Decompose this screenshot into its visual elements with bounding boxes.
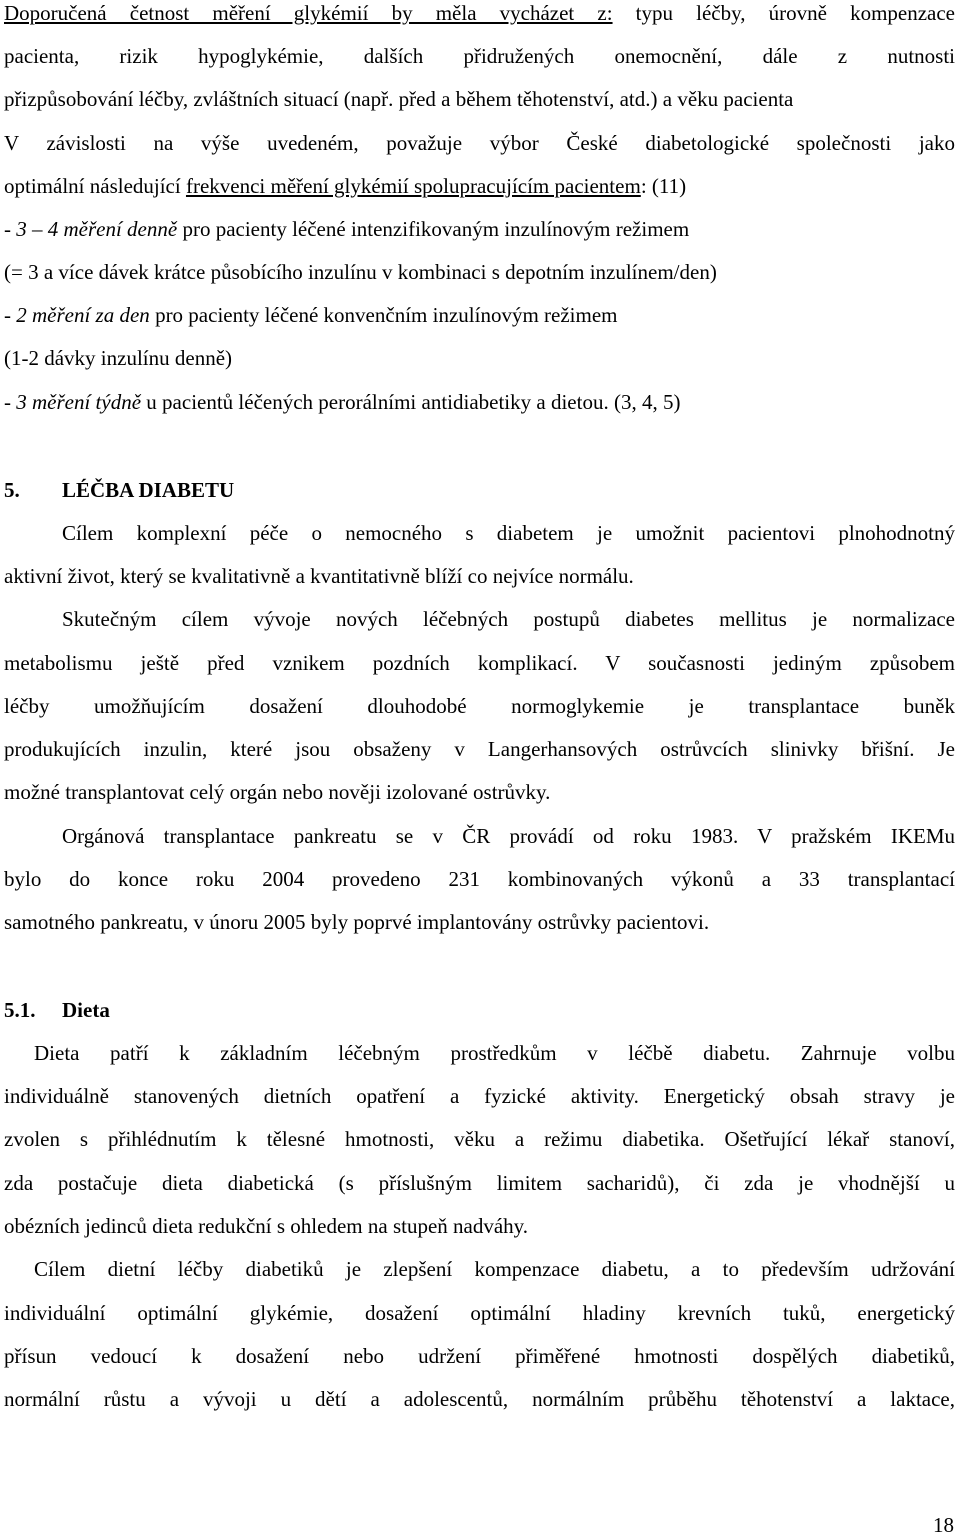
intro-line-5 [4, 173, 955, 199]
s51-p1-line-4: zda postačuje dieta diabetická (s příslušným limitem sacharidů), či zda je vhodnější u [4, 1171, 955, 1195]
section-5-number: 5. [4, 478, 20, 502]
s51-p1-line-3: zvolen s přihlédnutím k tělesné hmotnosti, věku a režimu diabetika. Ošetřující lékař stanoví, [4, 1127, 955, 1151]
intro-line-3: přizpůsobování léčby, zvláštních situací (např. před a během těhotenství, atd.) a věku pacienta [4, 87, 794, 111]
intro-line-8-rest: pro pacienty léčené konvenčním inzulínovým režimem [149, 303, 618, 327]
intro-line-2: pacienta, rizik hypoglykémie, dalších přidružených onemocnění, dále z nutnosti [4, 44, 955, 68]
intro-line-6 [4, 216, 955, 242]
intro-line-5-a: optimální následující [4, 174, 186, 198]
s5-p2-line-4: produkujících inzulin, které jsou obsaženy v Langerhansových ostrůvcích slinivky břišní. Je [4, 737, 955, 761]
page-number: 18 [933, 1513, 954, 1537]
section-5-title: LÉČBA DIABETU [62, 478, 235, 502]
s5-p2-line-1: Skutečným cílem vývoje nových léčebných postupů diabetes mellitus je normalizace [62, 607, 955, 631]
section-5-1-title: Dieta [62, 998, 110, 1022]
s51-p2-line-4: normální růstu a vývoji u dětí a adolescentů, normálním průběhu těhotenství a laktace, [4, 1387, 955, 1411]
intro-line-1-rest: typu léčby, úrovně kompenzace [612, 1, 956, 25]
intro-line-6-rest: pro pacienty léčené intenzifikovaným inzulínovým režimem [177, 217, 690, 241]
s51-p1-line-5: obézních jedinců dieta redukční s ohledem na stupeň nadváhy. [4, 1214, 529, 1238]
intro-underlined-heading: Doporučená četnost měření glykémií by měla vycházet z: [4, 1, 613, 25]
intro-line-1 [4, 0, 955, 26]
s5-p2-line-5: možné transplantovat celý orgán nebo nověji izolované ostrůvky. [4, 780, 551, 804]
s51-p1-line-2: individuálně stanovených dietních opatření a fyzické aktivity. Energetický obsah stravy je [4, 1084, 955, 1108]
s5-p2-line-2: metabolismu ještě před vznikem pozdních komplikací. V současnosti jediným způsobem [4, 651, 955, 675]
intro-line-4: V závislosti na výše uvedeném, považuje výbor České diabetologické společnosti jako [4, 131, 955, 155]
intro-line-10 [4, 389, 955, 415]
intro-line-7: (= 3 a více dávek krátce působícího inzulínu v kombinaci s depotním inzulínem/den) [4, 260, 717, 284]
s5-p1-line-1: Cílem komplexní péče o nemocného s diabetem je umožnit pacientovi plnohodnotný [62, 521, 955, 545]
intro-line-8 [4, 302, 955, 328]
s51-p1-line-1: Dieta patří k základním léčebným prostředkům v léčbě diabetu. Zahrnuje volbu [34, 1041, 955, 1065]
intro-underlined-phrase: frekvenci měření glykémií spolupracujícím pacientem [185, 174, 641, 198]
s5-p1-line-2: aktivní život, který se kvalitativně a kvantitativně blíží co nejvíce normálu. [4, 564, 634, 588]
frequency-italic-3: - 3 měření týdně [4, 390, 142, 414]
s51-p2-line-2: individuální optimální glykémie, dosažení optimální hladiny krevních tuků, energetický [4, 1301, 955, 1325]
s5-p3-line-3: samotného pankreatu, v únoru 2005 byly poprvé implantovány ostrůvky pacientovi. [4, 910, 710, 934]
s51-p2-line-1: Cílem dietní léčby diabetiků je zlepšení kompenzace diabetu, a to především udržování [34, 1257, 955, 1281]
frequency-italic-2: - 2 měření za den [4, 303, 150, 327]
intro-line-10-rest: u pacientů léčených perorálními antidiabetiky a dietou. (3, 4, 5) [141, 390, 681, 414]
frequency-italic-1: - 3 – 4 měření denně [4, 217, 178, 241]
s5-p3-line-2: bylo do konce roku 2004 provedeno 231 kombinovaných výkonů a 33 transplantací [4, 867, 955, 891]
s5-p2-line-3: léčby umožňujícím dosažení dlouhodobé normoglykemie je transplantace buněk [4, 694, 955, 718]
s5-p3-line-1: Orgánová transplantace pankreatu se v ČR provádí od roku 1983. V pražském IKEMu [62, 824, 955, 848]
s51-p2-line-3: přísun vedoucí k dosažení nebo udržení přiměřené hmotnosti dospělých diabetiků, [4, 1344, 955, 1368]
intro-line-9: (1-2 dávky inzulínu denně) [4, 346, 233, 370]
section-5-1-number: 5.1. [4, 998, 36, 1022]
intro-line-5-b: : (11) [640, 174, 687, 198]
